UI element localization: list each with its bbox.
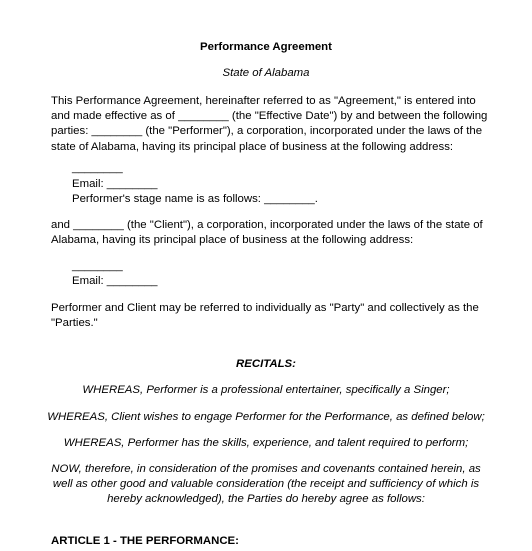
client-paragraph bbox=[51, 218, 486, 248]
performer-address-blank: ________ bbox=[72, 162, 123, 174]
whereas-clause: WHEREAS, Performer is a professional entertainer, specifically a Singer; bbox=[82, 384, 450, 396]
now-therefore-line: well as other good and valuable consideration (the receipt and sufficiency of which is bbox=[52, 478, 480, 490]
client-line: Alabama, having its principal place of business at the following address: bbox=[51, 234, 414, 247]
parties-line: Performer and Client may be referred to individually as "Party" and collectively as the bbox=[51, 302, 479, 314]
whereas-clause: WHEREAS, Performer has the skills, experience, and talent required to perform; bbox=[63, 437, 469, 449]
client-email: Email: ________ bbox=[72, 275, 158, 287]
document-subtitle: State of Alabama bbox=[222, 67, 310, 79]
whereas-clause: WHEREAS, Client wishes to engage Performer for the Performance, as defined below; bbox=[47, 411, 485, 423]
intro-line: and made effective as of ________ (the "Effective Date") by and between the following bbox=[51, 110, 488, 123]
parties-paragraph bbox=[51, 301, 486, 331]
now-therefore-line: hereby acknowledged), the Parties do hereby agree as follows: bbox=[107, 493, 425, 505]
client-line: and ________ (the "Client"), a corporation, incorporated under the laws of the state of bbox=[51, 219, 483, 231]
parties-line: "Parties." bbox=[51, 317, 98, 330]
intro-paragraph bbox=[51, 94, 486, 155]
performer-email: Email: ________ bbox=[72, 178, 158, 190]
performer-stage-name: Performer's stage name is as follows: ________. bbox=[72, 193, 318, 205]
document-title: Performance Agreement bbox=[200, 41, 332, 53]
recitals-heading: RECITALS: bbox=[236, 358, 296, 370]
article-1-heading: ARTICLE 1 - THE PERFORMANCE: bbox=[51, 535, 239, 547]
intro-line: This Performance Agreement, hereinafter referred to as "Agreement," is entered into bbox=[51, 95, 476, 107]
intro-line: parties: ________ (the "Performer"), a corporation, incorporated under the laws of the bbox=[51, 125, 483, 138]
now-therefore-line: NOW, therefore, in consideration of the promises and covenants contained herein, as bbox=[51, 463, 481, 475]
intro-line: state of Alabama, having its principal place of business at the following address: bbox=[51, 140, 454, 153]
client-address-blank: ________ bbox=[72, 260, 123, 272]
